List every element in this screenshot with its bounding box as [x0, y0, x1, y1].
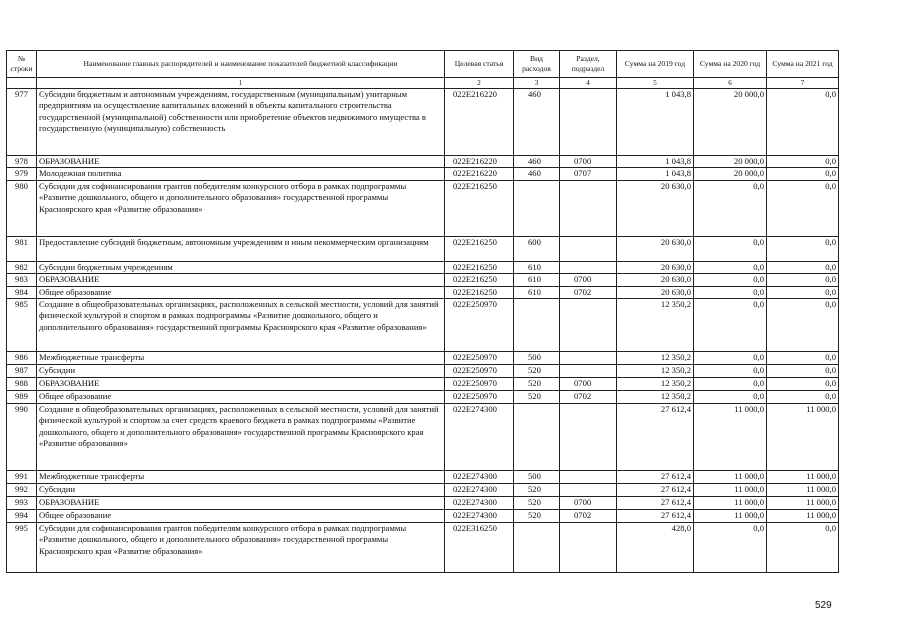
table-row — [7, 156, 839, 168]
section-cell: 0707 — [560, 168, 617, 180]
sum-2019-cell: 20 630,0 — [617, 236, 694, 261]
expense-type-cell: 520 — [514, 484, 560, 497]
target-article-cell: 022E216250 — [445, 180, 514, 236]
target-article-cell: 022E250970 — [445, 299, 514, 352]
target-article-cell: 022E250970 — [445, 378, 514, 391]
column-index: 7 — [767, 78, 839, 89]
name-cell: ОБРАЗОВАНИЕ — [37, 497, 445, 510]
column-index: 6 — [694, 78, 767, 89]
sum-2020-cell: 11 000,0 — [694, 404, 767, 471]
table-row — [7, 510, 839, 523]
table-row — [7, 404, 839, 471]
header-row — [7, 51, 839, 78]
section-cell — [560, 471, 617, 484]
header-section: Раздел, подраздел — [560, 51, 617, 78]
row-number-cell: 991 — [7, 471, 37, 484]
expense-type-cell: 520 — [514, 510, 560, 523]
header-name: Наименование главных распорядителей и наименование показателей бюджетной классификации — [37, 51, 445, 78]
sum-2020-cell: 0,0 — [694, 352, 767, 365]
table-row — [7, 168, 839, 180]
target-article-cell: 022E274300 — [445, 510, 514, 523]
sum-2021-cell: 0,0 — [767, 156, 839, 168]
section-cell — [560, 89, 617, 156]
row-number-cell: 980 — [7, 180, 37, 236]
sum-2019-cell: 12 350,2 — [617, 365, 694, 378]
section-cell — [560, 261, 617, 273]
sum-2019-cell: 27 612,4 — [617, 484, 694, 497]
sum-2019-cell: 27 612,4 — [617, 510, 694, 523]
name-cell: Предоставление субсидий бюджетным, автономным учреждениям и иным некоммерческим организациям — [37, 236, 445, 261]
column-index: 1 — [37, 78, 445, 89]
expense-type-cell — [514, 523, 560, 573]
sum-2020-cell: 20 000,0 — [694, 156, 767, 168]
name-cell: Субсидии бюджетным и автономным учреждениям, государственным (муниципальным) унитарным предприятиям на осуществление капитальных вложений в объекты капитального строительства государственной (муниципальной) собственности или приобретение объектов недвижимого имущества в государственную (муниципальную) собственность — [37, 89, 445, 156]
sum-2020-cell: 0,0 — [694, 365, 767, 378]
sum-2021-cell: 0,0 — [767, 274, 839, 286]
name-cell: ОБРАЗОВАНИЕ — [37, 274, 445, 286]
name-cell: Межбюджетные трансферты — [37, 352, 445, 365]
row-number-cell: 995 — [7, 523, 37, 573]
sum-2020-cell: 0,0 — [694, 299, 767, 352]
sum-2021-cell: 0,0 — [767, 523, 839, 573]
header-row-number: № строки — [7, 51, 37, 78]
target-article-cell: 022E250970 — [445, 352, 514, 365]
row-number-cell: 990 — [7, 404, 37, 471]
row-number-cell: 983 — [7, 274, 37, 286]
header-sum-2020: Сумма на 2020 год — [694, 51, 767, 78]
sum-2020-cell: 11 000,0 — [694, 497, 767, 510]
table-row — [7, 89, 839, 156]
sum-2019-cell: 20 630,0 — [617, 180, 694, 236]
section-cell: 0702 — [560, 286, 617, 298]
row-number-cell: 984 — [7, 286, 37, 298]
expense-type-cell: 460 — [514, 89, 560, 156]
column-index: 2 — [445, 78, 514, 89]
expense-type-cell: 600 — [514, 236, 560, 261]
column-index-row — [7, 78, 839, 89]
expense-type-cell: 460 — [514, 156, 560, 168]
target-article-cell: 022E216250 — [445, 286, 514, 298]
sum-2019-cell: 20 630,0 — [617, 286, 694, 298]
row-number-cell: 988 — [7, 378, 37, 391]
name-cell: Общее образование — [37, 510, 445, 523]
target-article-cell: 022E216220 — [445, 168, 514, 180]
table-row — [7, 180, 839, 236]
sum-2020-cell: 0,0 — [694, 180, 767, 236]
target-article-cell: 022E274300 — [445, 484, 514, 497]
row-number-cell: 992 — [7, 484, 37, 497]
table-row — [7, 391, 839, 404]
expense-type-cell: 500 — [514, 352, 560, 365]
sum-2019-cell: 1 043,8 — [617, 168, 694, 180]
name-cell: Межбюджетные трансферты — [37, 471, 445, 484]
sum-2021-cell: 11 000,0 — [767, 497, 839, 510]
sum-2021-cell: 0,0 — [767, 89, 839, 156]
table-row — [7, 352, 839, 365]
expense-type-cell: 520 — [514, 365, 560, 378]
name-cell: Создание в общеобразовательных организациях, расположенных в сельской местности, условий для занятий физической культурой и спортом в рамках подпрограммы «Развитие дошкольного, общего и дополнительного образования» государственной программы Красноярского края «Развитие образования» — [37, 299, 445, 352]
sum-2020-cell: 0,0 — [694, 523, 767, 573]
table-row — [7, 497, 839, 510]
row-number-cell: 993 — [7, 497, 37, 510]
sum-2020-cell: 0,0 — [694, 286, 767, 298]
sum-2020-cell: 11 000,0 — [694, 510, 767, 523]
expense-type-cell: 500 — [514, 471, 560, 484]
expense-type-cell: 610 — [514, 261, 560, 273]
target-article-cell: 022E274300 — [445, 404, 514, 471]
header-target-article: Целевая статья — [445, 51, 514, 78]
name-cell: Создание в общеобразовательных организациях, расположенных в сельской местности, условий для занятий физической культурой и спортом за счет средств краевого бюджета в рамках подпрограммы «Развитие дошкольного, общего и дополнительного образования» государственной программы Красноярского края «Развитие образования» — [37, 404, 445, 471]
header-sum-2021: Сумма на 2021 год — [767, 51, 839, 78]
expense-type-cell: 520 — [514, 378, 560, 391]
row-number-cell: 989 — [7, 391, 37, 404]
budget-table — [6, 50, 839, 573]
expense-type-cell: 520 — [514, 391, 560, 404]
expense-type-cell — [514, 180, 560, 236]
target-article-cell: 022E274300 — [445, 471, 514, 484]
expense-type-cell: 520 — [514, 497, 560, 510]
table-row — [7, 274, 839, 286]
sum-2020-cell: 0,0 — [694, 261, 767, 273]
name-cell: Субсидии бюджетным учреждениям — [37, 261, 445, 273]
sum-2019-cell: 1 043,8 — [617, 156, 694, 168]
sum-2021-cell: 0,0 — [767, 286, 839, 298]
table-row — [7, 523, 839, 573]
sum-2020-cell: 11 000,0 — [694, 471, 767, 484]
sum-2020-cell: 0,0 — [694, 391, 767, 404]
table-row — [7, 484, 839, 497]
table-row — [7, 365, 839, 378]
sum-2020-cell: 0,0 — [694, 378, 767, 391]
sum-2019-cell: 1 043,8 — [617, 89, 694, 156]
section-cell: 0700 — [560, 274, 617, 286]
target-article-cell: 022E216250 — [445, 236, 514, 261]
page-number: 529 — [815, 600, 832, 611]
table-row — [7, 299, 839, 352]
expense-type-cell: 610 — [514, 286, 560, 298]
name-cell: Общее образование — [37, 286, 445, 298]
sum-2021-cell: 0,0 — [767, 352, 839, 365]
section-cell — [560, 299, 617, 352]
name-cell: Субсидии — [37, 365, 445, 378]
row-number-cell: 987 — [7, 365, 37, 378]
target-article-cell: 022E216220 — [445, 156, 514, 168]
row-number-cell: 986 — [7, 352, 37, 365]
name-cell: ОБРАЗОВАНИЕ — [37, 156, 445, 168]
sum-2020-cell: 20 000,0 — [694, 168, 767, 180]
sum-2019-cell: 27 612,4 — [617, 471, 694, 484]
sum-2019-cell: 27 612,4 — [617, 404, 694, 471]
expense-type-cell: 610 — [514, 274, 560, 286]
sum-2020-cell: 11 000,0 — [694, 484, 767, 497]
target-article-cell: 022E250970 — [445, 391, 514, 404]
target-article-cell: 022E216250 — [445, 274, 514, 286]
target-article-cell: 022E216220 — [445, 89, 514, 156]
sum-2020-cell: 20 000,0 — [694, 89, 767, 156]
name-cell: ОБРАЗОВАНИЕ — [37, 378, 445, 391]
table-row — [7, 286, 839, 298]
sum-2019-cell: 12 350,2 — [617, 378, 694, 391]
section-cell — [560, 236, 617, 261]
sum-2021-cell: 11 000,0 — [767, 471, 839, 484]
header-expense-type: Вид расходов — [514, 51, 560, 78]
sum-2021-cell: 0,0 — [767, 391, 839, 404]
sum-2020-cell: 0,0 — [694, 274, 767, 286]
target-article-cell: 022E316250 — [445, 523, 514, 573]
sum-2019-cell: 428,0 — [617, 523, 694, 573]
section-cell — [560, 352, 617, 365]
column-index-empty — [7, 78, 37, 89]
table-body — [7, 89, 839, 573]
target-article-cell: 022E274300 — [445, 497, 514, 510]
section-cell — [560, 523, 617, 573]
sum-2021-cell: 11 000,0 — [767, 484, 839, 497]
row-number-cell: 982 — [7, 261, 37, 273]
section-cell — [560, 365, 617, 378]
section-cell — [560, 180, 617, 236]
table-row — [7, 471, 839, 484]
sum-2019-cell: 12 350,2 — [617, 391, 694, 404]
sum-2021-cell: 0,0 — [767, 378, 839, 391]
name-cell: Субсидии для софинансирования грантов победителям конкурсного отбора в рамках подпрограммы «Развитие дошкольного, общего и дополнительного образования» государственной программы Красноярского края «Развитие образования» — [37, 523, 445, 573]
table-row — [7, 378, 839, 391]
name-cell: Общее образование — [37, 391, 445, 404]
row-number-cell: 977 — [7, 89, 37, 156]
table-row — [7, 236, 839, 261]
sum-2021-cell: 0,0 — [767, 365, 839, 378]
sum-2021-cell: 0,0 — [767, 168, 839, 180]
section-cell: 0700 — [560, 497, 617, 510]
row-number-cell: 981 — [7, 236, 37, 261]
section-cell: 0702 — [560, 510, 617, 523]
section-cell: 0700 — [560, 378, 617, 391]
section-cell — [560, 484, 617, 497]
sum-2019-cell: 20 630,0 — [617, 274, 694, 286]
row-number-cell: 985 — [7, 299, 37, 352]
section-cell — [560, 404, 617, 471]
row-number-cell: 978 — [7, 156, 37, 168]
expense-type-cell — [514, 299, 560, 352]
target-article-cell: 022E250970 — [445, 365, 514, 378]
section-cell: 0700 — [560, 156, 617, 168]
sum-2021-cell: 11 000,0 — [767, 404, 839, 471]
column-index: 4 — [560, 78, 617, 89]
expense-type-cell: 460 — [514, 168, 560, 180]
budget-table-sheet — [6, 50, 838, 573]
sum-2021-cell: 0,0 — [767, 180, 839, 236]
column-index: 3 — [514, 78, 560, 89]
section-cell: 0702 — [560, 391, 617, 404]
header-sum-2019: Сумма на 2019 год — [617, 51, 694, 78]
sum-2021-cell: 0,0 — [767, 261, 839, 273]
sum-2021-cell: 11 000,0 — [767, 510, 839, 523]
name-cell: Субсидии для софинансирования грантов победителям конкурсного отбора в рамках подпрограммы «Развитие дошкольного, общего и дополнительного образования» государственной программы Красноярского края «Развитие образования» — [37, 180, 445, 236]
table-row — [7, 261, 839, 273]
sum-2019-cell: 12 350,2 — [617, 352, 694, 365]
name-cell: Молодежная политика — [37, 168, 445, 180]
target-article-cell: 022E216250 — [445, 261, 514, 273]
sum-2019-cell: 20 630,0 — [617, 261, 694, 273]
sum-2019-cell: 12 350,2 — [617, 299, 694, 352]
row-number-cell: 979 — [7, 168, 37, 180]
sum-2021-cell: 0,0 — [767, 299, 839, 352]
row-number-cell: 994 — [7, 510, 37, 523]
name-cell: Субсидии — [37, 484, 445, 497]
sum-2020-cell: 0,0 — [694, 236, 767, 261]
sum-2019-cell: 27 612,4 — [617, 497, 694, 510]
sum-2021-cell: 0,0 — [767, 236, 839, 261]
column-index: 5 — [617, 78, 694, 89]
expense-type-cell — [514, 404, 560, 471]
